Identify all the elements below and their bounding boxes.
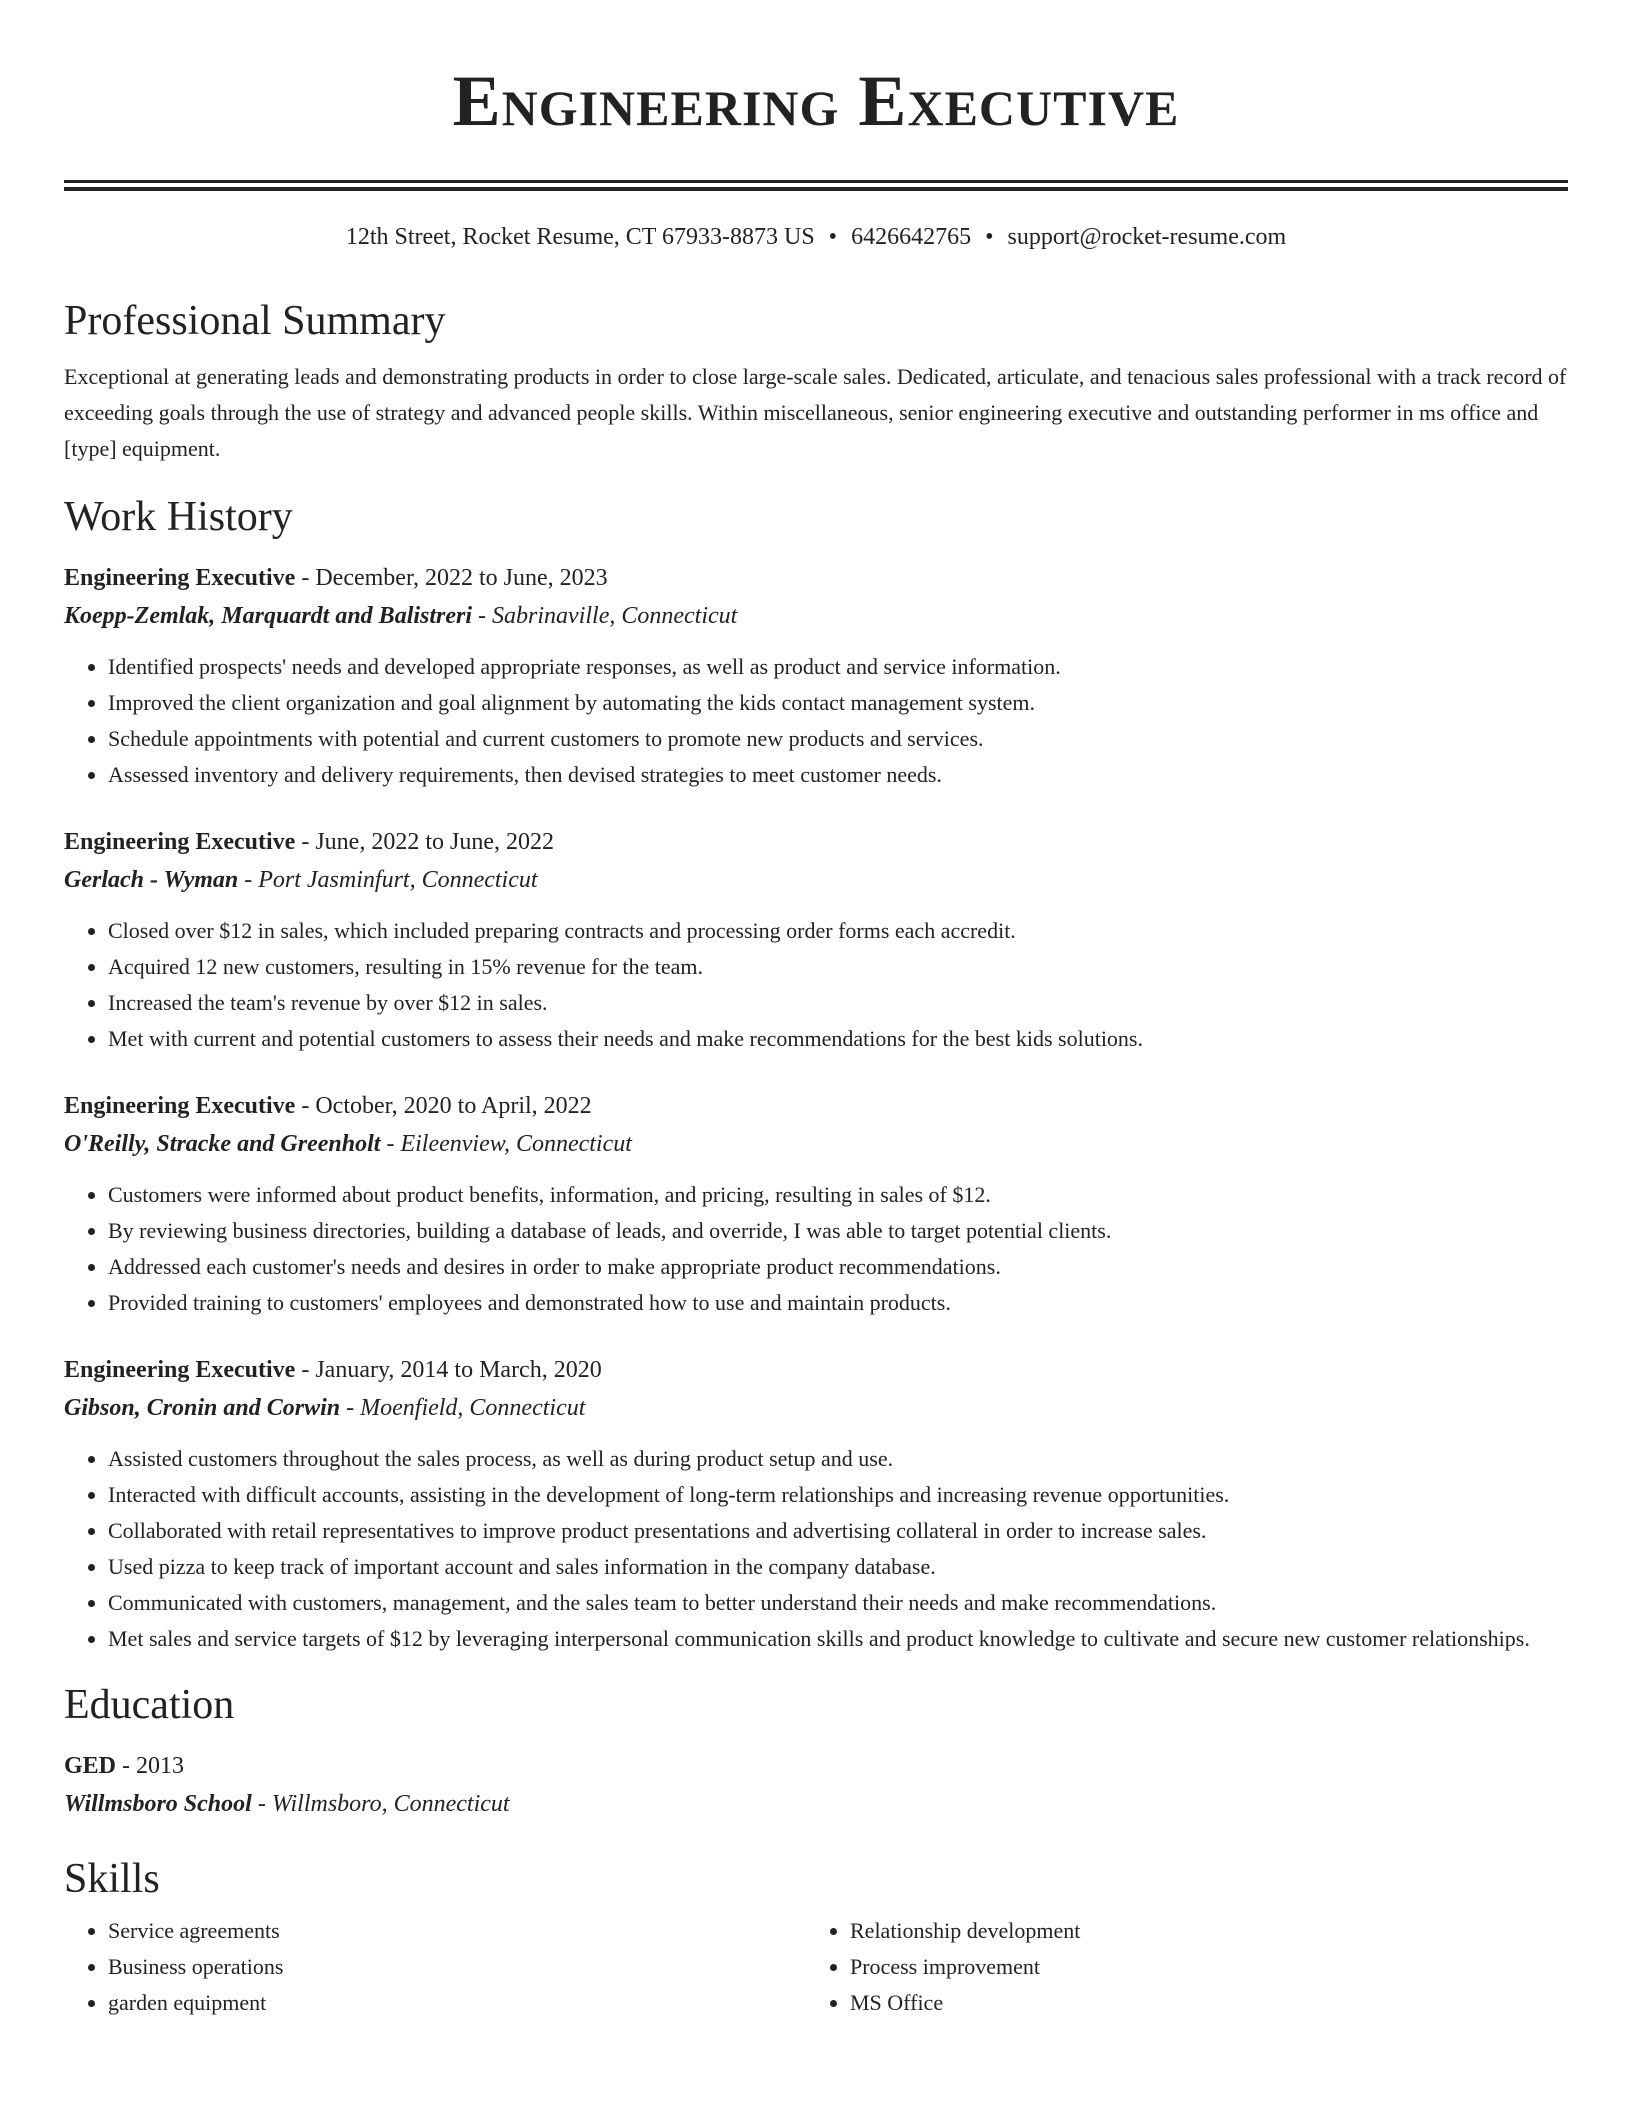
skill-item: • Service agreements xyxy=(108,1913,806,1949)
job-company: Koepp-Zemlak, Marquardt and Balistreri xyxy=(64,603,473,629)
job-title-line xyxy=(64,1087,1568,1125)
work-history-heading: Work History xyxy=(64,494,293,540)
resume-name: Engineering Executive xyxy=(452,61,1180,141)
job-dash: - xyxy=(295,1357,316,1383)
job-company-line xyxy=(64,1389,1568,1427)
job-entry xyxy=(64,823,1568,1057)
job-dates: December, 2022 to June, 2023 xyxy=(315,565,608,591)
education-dash: - xyxy=(116,1753,137,1779)
job-title-line xyxy=(64,1351,1568,1389)
job-company: Gerlach - Wyman xyxy=(64,867,239,893)
header-divider xyxy=(64,180,1568,191)
skills-grid xyxy=(64,1913,1568,2021)
job-location: Moenfield, Connecticut xyxy=(360,1395,586,1421)
job-dates: January, 2014 to March, 2020 xyxy=(315,1357,602,1383)
contact-line xyxy=(64,221,1568,253)
contact-separator: • xyxy=(828,224,838,250)
education-degree: GED xyxy=(64,1753,117,1779)
contact-phone: 6426642765 xyxy=(851,224,972,250)
job-bullet: • Schedule appointments with potential and current customers to promote new products and services. xyxy=(108,721,1568,757)
education-school: Willmsboro School xyxy=(64,1791,252,1817)
job-location: Sabrinaville, Connecticut xyxy=(492,603,738,629)
education-degree-line xyxy=(64,1747,1568,1785)
education-heading: Education xyxy=(64,1682,235,1728)
job-bullet: • Met with current and potential customers to assess their needs and make recommendations for the best kids solutions. xyxy=(108,1021,1568,1057)
job-bullet: • Interacted with difficult accounts, assisting in the development of long-term relationships and increasing revenue opportunities. xyxy=(108,1477,1568,1513)
job-bullets xyxy=(64,1177,1568,1321)
skills-heading: Skills xyxy=(64,1856,160,1902)
job-bullet: • Customers were informed about product benefits, information, and pricing, resulting in sales of $12. xyxy=(108,1177,1568,1213)
job-title: Engineering Executive xyxy=(64,565,296,591)
skills-column-left xyxy=(64,1913,806,2021)
summary-text: Exceptional at generating leads and demonstrating products in order to close large-scale sales. Dedicated, articulate, and tenacious sales professional with a track record of exceeding goals through the use of strategy and advanced people skills. Within miscellaneous, senior engineering executive and outstanding performer in ms office and [type] equipment. xyxy=(64,364,1567,461)
education-entry xyxy=(64,1747,1568,1823)
education-school-line xyxy=(64,1785,1568,1823)
job-bullet: • Met sales and service targets of $12 by leveraging interpersonal communication skills and product knowledge to cultivate and secure new customer relationships. xyxy=(108,1621,1568,1657)
job-company: O'Reilly, Stracke and Greenholt xyxy=(64,1131,381,1157)
skills-column-right xyxy=(806,1913,1548,2021)
job-bullets xyxy=(64,649,1568,793)
job-bullet: • Identified prospects' needs and developed appropriate responses, as well as product and service information. xyxy=(108,649,1568,685)
job-bullets xyxy=(64,913,1568,1057)
job-bullet: • Provided training to customers' employees and demonstrated how to use and maintain products. xyxy=(108,1285,1568,1321)
summary-heading: Professional Summary xyxy=(64,298,446,344)
job-bullet: • Increased the team's revenue by over $12 in sales. xyxy=(108,985,1568,1021)
skill-item: • MS Office xyxy=(850,1985,1548,2021)
contact-address: 12th Street, Rocket Resume, CT 67933-8873 US xyxy=(345,224,815,250)
job-location: Port Jasminfurt, Connecticut xyxy=(258,867,538,893)
job-title: Engineering Executive xyxy=(64,1093,296,1119)
education-dash: - xyxy=(251,1791,272,1817)
job-bullet: • By reviewing business directories, building a database of leads, and override, I was able to target potential clients. xyxy=(108,1213,1568,1249)
job-dash: - xyxy=(472,603,493,629)
job-dash: - xyxy=(340,1395,361,1421)
job-title: Engineering Executive xyxy=(64,1357,296,1383)
skill-item: • Business operations xyxy=(108,1949,806,1985)
job-dash: - xyxy=(295,829,316,855)
job-dates: June, 2022 to June, 2022 xyxy=(315,829,554,855)
job-dash: - xyxy=(380,1131,401,1157)
job-dash: - xyxy=(295,565,316,591)
job-title-line xyxy=(64,559,1568,597)
job-bullet: • Communicated with customers, management, and the sales team to better understand their needs and make recommendations. xyxy=(108,1585,1568,1621)
education-year: 2013 xyxy=(136,1753,185,1779)
job-company: Gibson, Cronin and Corwin xyxy=(64,1395,341,1421)
job-bullet: • Collaborated with retail representatives to improve product presentations and advertising collateral in order to increase sales. xyxy=(108,1513,1568,1549)
skill-item: • Relationship development xyxy=(850,1913,1548,1949)
education-location: Willmsboro, Connecticut xyxy=(271,1791,510,1817)
job-location: Eileenview, Connecticut xyxy=(400,1131,632,1157)
job-entry xyxy=(64,559,1568,793)
job-title-line xyxy=(64,823,1568,861)
job-bullet: • Improved the client organization and goal alignment by automating the kids contact management system. xyxy=(108,685,1568,721)
job-company-line xyxy=(64,597,1568,635)
job-bullets xyxy=(64,1441,1568,1657)
job-company-line xyxy=(64,1125,1568,1163)
skill-item: • garden equipment xyxy=(108,1985,806,2021)
job-title: Engineering Executive xyxy=(64,829,296,855)
job-entry xyxy=(64,1351,1568,1657)
contact-separator: • xyxy=(985,224,994,250)
skill-item: • Process improvement xyxy=(850,1949,1548,1985)
job-bullet: • Used pizza to keep track of important account and sales information in the company database. xyxy=(108,1549,1568,1585)
job-company-line xyxy=(64,861,1568,899)
job-dash: - xyxy=(238,867,259,893)
job-entry xyxy=(64,1087,1568,1321)
contact-email: support@rocket-resume.com xyxy=(1007,224,1287,250)
job-bullet: • Addressed each customer's needs and desires in order to make appropriate product recommendations. xyxy=(108,1249,1568,1285)
job-bullet: • Assisted customers throughout the sales process, as well as during product setup and use. xyxy=(108,1441,1568,1477)
job-dates: October, 2020 to April, 2022 xyxy=(315,1093,592,1119)
job-bullet: • Closed over $12 in sales, which included preparing contracts and processing order forms each accredit. xyxy=(108,913,1568,949)
job-dash: - xyxy=(295,1093,316,1119)
job-bullet: • Acquired 12 new customers, resulting in 15% revenue for the team. xyxy=(108,949,1568,985)
job-bullet: • Assessed inventory and delivery requirements, then devised strategies to meet customer needs. xyxy=(108,757,1568,793)
